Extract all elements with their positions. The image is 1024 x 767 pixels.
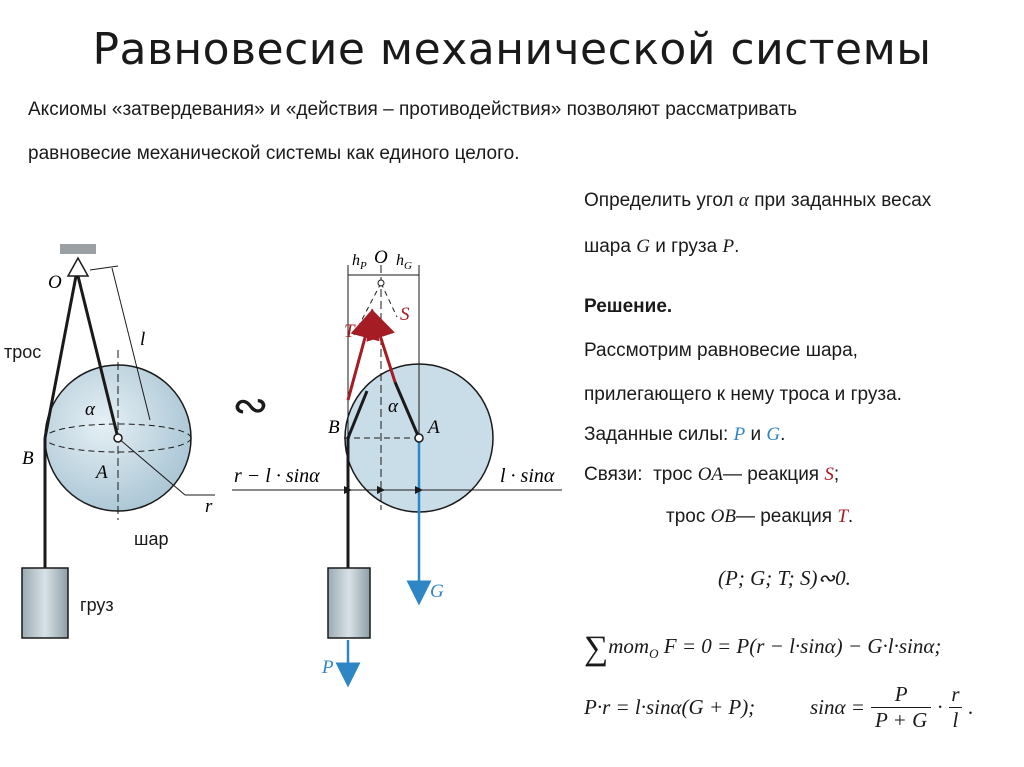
- intro-line-2: равновесие механической системы как единого целого.: [28, 143, 520, 164]
- constraint-OB: трос OB— реакция T.: [666, 506, 854, 527]
- label-l: l: [140, 329, 146, 350]
- fbd-right-dim: l · sinα: [500, 465, 555, 487]
- task-line-3: Рассмотрим равновесие шара,: [584, 340, 858, 361]
- formula-system: (P; G; T; S)∾0.: [718, 566, 851, 590]
- fbd-label-hG: $h_G$: [396, 252, 412, 272]
- fbd-label-hP: $h_P$: [352, 252, 367, 272]
- point-A: [114, 434, 122, 442]
- fbd-point-A: [415, 434, 423, 442]
- equivalence-sign: ∾: [232, 380, 269, 431]
- fbd-label-P: P: [322, 657, 334, 678]
- formula-moment: ∑mom$_O$ F = 0 = P(r − l·sinα) − G·l·sinα;: [584, 630, 942, 667]
- fbd-label-alpha: α: [388, 396, 398, 417]
- fbd-left-dim: r − l · sinα: [234, 465, 320, 487]
- pivot-support: [68, 258, 88, 276]
- fbd-label-B: B: [328, 417, 340, 438]
- label-r: r: [205, 496, 213, 517]
- label-rope: трос: [4, 342, 42, 362]
- figure-free-body: [232, 235, 572, 690]
- fbd-label-S: S: [400, 304, 410, 325]
- task-line-1: Определить угол α при заданных весах: [584, 190, 932, 211]
- given-forces: Заданные силы: P и G.: [584, 424, 786, 445]
- intro-text: [28, 88, 988, 176]
- fbd-label-T: T: [344, 321, 355, 342]
- task-line-2: шара G и груза P.: [584, 236, 740, 257]
- fraction-2: r l: [949, 682, 963, 733]
- task-line-4: прилегающего к нему троса и груза.: [584, 384, 902, 405]
- formula-result-sin: sinα = $\frac{P}{P + G}$ · r l .: [810, 682, 974, 732]
- slide-title: Равновесие механической системы: [92, 24, 932, 75]
- fraction-1: $\frac{P}{P + G}$: [871, 682, 931, 733]
- solution-heading: Решение.: [584, 296, 673, 317]
- ceiling: [60, 244, 96, 254]
- label-weight: груз: [80, 595, 114, 615]
- fbd-label-O: O: [374, 247, 388, 268]
- label-A: A: [96, 462, 108, 483]
- label-ball: шар: [134, 529, 169, 549]
- figure-system: [0, 230, 230, 650]
- constraint-OA: Связи: трос OA— реакция S;: [584, 464, 840, 485]
- label-B: B: [22, 448, 34, 469]
- fbd-label-A: A: [428, 417, 440, 438]
- weight: [22, 568, 68, 638]
- fbd-label-G: G: [430, 581, 444, 602]
- intro-line-1: Аксиомы «затвердевания» и «действия – противодействия» позволяют рассматривать: [28, 99, 798, 120]
- label-O: O: [48, 272, 62, 293]
- label-alpha: α: [85, 399, 95, 420]
- fbd-weight: [328, 568, 370, 638]
- formula-result-lhs: P·r = l·sinα(G + P);: [584, 695, 756, 719]
